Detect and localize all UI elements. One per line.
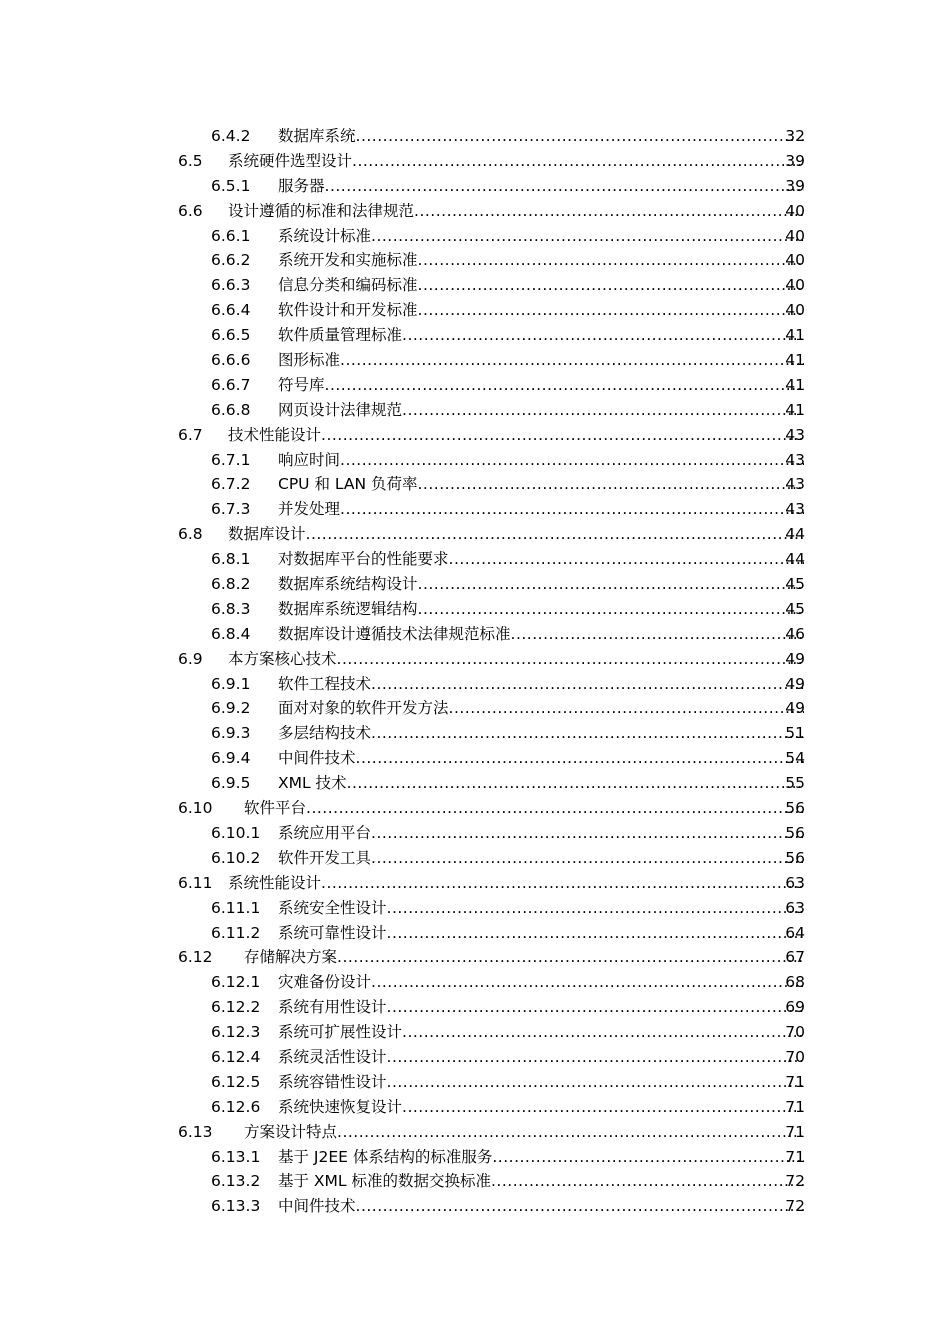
dot-leader [449,547,804,572]
toc-entry[interactable] [0,597,950,622]
toc-entry-title: 系统快速恢复设计 [278,1097,403,1116]
toc-entry-page: 56 [785,823,805,842]
dot-leader [387,995,804,1020]
dot-leader [371,970,804,995]
toc-entry[interactable] [0,472,950,497]
toc-entry-title-leader [278,398,804,423]
dot-leader [371,846,804,871]
dot-leader [418,273,804,298]
toc-entry-number: 6.8.4 [211,624,251,643]
toc-entry[interactable] [0,846,950,871]
toc-entry-page: 51 [785,724,805,743]
toc-entry-title: 软件开发工具 [278,848,372,867]
toc-entry-number: 6.13.3 [211,1197,261,1216]
toc-entry-title: 符号库 [278,375,325,394]
toc-entry-page: 49 [785,674,805,693]
toc-entry-number: 6.10.1 [211,823,261,842]
toc-entry-title: 中间件技术 [278,1197,356,1216]
toc-entry-number: 6.13 [178,1122,213,1141]
toc-entry-page: 71 [785,1097,805,1116]
toc-entry-number: 6.12.2 [211,998,261,1017]
toc-entry-number: 6.4.2 [211,127,251,145]
dot-leader [371,224,804,249]
toc-entry-number: 6.11.2 [211,923,261,942]
toc-entry-page: 41 [785,326,805,345]
toc-entry-title: 并发处理 [278,500,341,519]
toc-entry[interactable] [0,871,950,896]
toc-entry-number: 6.9.4 [211,749,251,768]
toc-entry-page: 69 [785,998,805,1017]
toc-entry-number: 6.8.2 [211,575,251,594]
dot-leader [418,298,804,323]
dot-leader [387,1045,804,1070]
toc-entry-page: 56 [785,848,805,867]
toc-entry-page: 72 [785,1197,805,1216]
toc-entry[interactable] [0,199,950,224]
toc-entry-page: 43 [785,450,805,469]
toc-entry-title: 系统开发和实施标准 [278,251,418,270]
toc-entry-title-leader [228,149,804,174]
toc-entry-page: 32 [785,127,805,145]
toc-entry-number: 6.11.1 [211,898,261,917]
toc-entry[interactable] [0,423,950,448]
toc-entry[interactable] [0,647,950,672]
toc-entry-title: 软件平台 [244,799,307,818]
dot-leader [352,149,804,174]
toc-entry-title: 服务器 [278,176,325,195]
toc-entry-page: 39 [785,151,805,170]
toc-entry-number: 6.13.2 [211,1172,261,1191]
table-of-contents [0,124,950,1219]
toc-entry-number: 6.9.2 [211,699,251,718]
toc-entry-title-leader [278,373,804,398]
toc-entry[interactable] [0,373,950,398]
toc-entry-title: 数据库系统 [278,127,356,145]
toc-entry-number: 6.8 [178,525,203,544]
toc-entry-number: 6.6.6 [211,351,251,370]
toc-entry[interactable] [0,448,950,473]
toc-entry-title: CPU 和 LAN 负荷率 [278,475,418,494]
toc-entry[interactable] [0,896,950,921]
toc-entry-title-leader [278,771,804,796]
toc-entry-title: 系统可靠性设计 [278,923,387,942]
toc-entry-number: 6.12.6 [211,1097,261,1116]
toc-entry-number: 6.6.7 [211,375,251,394]
dot-leader [449,696,804,721]
dot-leader [325,373,804,398]
toc-entry-title-leader [278,174,804,199]
toc-entry-number: 6.11 [178,873,213,892]
toc-entry-page: 68 [785,973,805,992]
dot-leader [418,472,805,497]
toc-entry-title: 系统可扩展性设计 [278,1023,403,1042]
dot-leader [321,871,804,896]
toc-entry-number: 6.8.3 [211,599,251,618]
toc-entry-number: 6.12.1 [211,973,261,992]
toc-entry-title-leader [278,348,804,373]
toc-entry[interactable] [0,1120,950,1145]
toc-entry-title: 多层结构技术 [278,724,372,743]
toc-entry-title-leader [278,696,804,721]
toc-entry-title-leader [278,572,804,597]
dot-leader [402,1020,804,1045]
toc-entry[interactable] [0,970,950,995]
toc-entry-page: 43 [785,475,805,494]
dot-leader [491,1169,804,1194]
toc-entry[interactable] [0,746,950,771]
toc-entry-title: 响应时间 [278,450,341,469]
dot-leader [371,672,804,697]
toc-entry-page: 64 [785,923,805,942]
toc-entry[interactable] [0,796,950,821]
toc-entry-title-leader [278,323,804,348]
toc-entry[interactable] [0,1095,950,1120]
toc-entry[interactable] [0,921,950,946]
toc-entry[interactable] [0,821,950,846]
toc-entry-page: 70 [785,1047,805,1066]
toc-entry-page: 40 [785,301,805,320]
toc-entry-page: 67 [785,948,805,967]
toc-entry-title-leader [278,1020,804,1045]
toc-entry-title-leader [278,995,804,1020]
toc-entry[interactable] [0,124,950,149]
toc-entry[interactable] [0,348,950,373]
toc-entry-page: 41 [785,375,805,394]
toc-entry-page: 40 [785,251,805,270]
toc-entry-title: 系统设计标准 [278,226,372,245]
toc-entry[interactable] [0,1070,950,1095]
toc-entry-title-leader [278,921,804,946]
toc-entry-title: 软件工程技术 [278,674,372,693]
toc-entry-title-leader [278,896,804,921]
toc-entry[interactable] [0,174,950,199]
toc-entry[interactable] [0,696,950,721]
toc-entry-title: 数据库系统逻辑结构 [278,599,418,618]
toc-entry-title-leader [228,871,804,896]
toc-entry-title-leader [278,1045,804,1070]
toc-entry-title-leader [278,1169,804,1194]
toc-entry-title-leader [278,1145,804,1170]
toc-entry-number: 6.10.2 [211,848,261,867]
toc-entry-title: 图形标准 [278,351,341,370]
toc-entry-title-leader [278,821,804,846]
toc-entry[interactable] [0,547,950,572]
toc-entry-title-leader [244,1120,804,1145]
toc-entry-page: 56 [785,799,805,818]
toc-entry-title-leader [228,423,804,448]
toc-entry-page: 41 [785,400,805,419]
toc-entry-page: 63 [785,898,805,917]
toc-entry-title: 基于 J2EE 体系结构的标准服务 [278,1147,493,1166]
toc-entry-title-leader [278,1070,804,1095]
toc-entry-number: 6.8.1 [211,550,251,569]
dot-leader [356,1194,804,1219]
toc-entry[interactable] [0,398,950,423]
toc-entry[interactable] [0,622,950,647]
toc-entry-number: 6.7 [178,425,203,444]
toc-entry-title: 数据库系统结构设计 [278,575,418,594]
toc-entry-number: 6.5.1 [211,176,251,195]
toc-entry-page: 45 [785,599,805,618]
toc-entry-number: 6.7.3 [211,500,251,519]
toc-entry-number: 6.9 [178,649,203,668]
toc-entry[interactable] [0,771,950,796]
toc-entry[interactable] [0,1020,950,1045]
dot-leader [325,174,804,199]
toc-entry-page: 71 [785,1122,805,1141]
toc-entry-number: 6.12.3 [211,1023,261,1042]
toc-entry-number: 6.9.5 [211,774,251,793]
toc-entry-number: 6.5 [178,151,203,170]
dot-leader [340,448,804,473]
dot-leader [511,622,804,647]
toc-entry-page: 40 [785,226,805,245]
toc-entry-number: 6.12 [178,948,213,967]
toc-entry-number: 6.6.4 [211,301,251,320]
toc-entry-number: 6.6.5 [211,326,251,345]
dot-leader [387,921,804,946]
toc-entry[interactable] [0,1169,950,1194]
toc-entry[interactable] [0,572,950,597]
dot-leader [402,323,804,348]
toc-entry-page: 49 [785,699,805,718]
toc-entry-page: 43 [785,500,805,519]
toc-entry-page: 71 [785,1072,805,1091]
toc-entry-title-leader [278,1095,804,1120]
toc-entry[interactable] [0,273,950,298]
toc-entry-title-leader [278,298,804,323]
dot-leader [347,771,804,796]
toc-entry[interactable] [0,323,950,348]
toc-entry-page: 41 [785,351,805,370]
toc-entry-title: 对数据库平台的性能要求 [278,550,449,569]
dot-leader [340,497,804,522]
toc-entry-number: 6.7.2 [211,475,251,494]
toc-entry-title: 设计遵循的标准和法律规范 [228,201,415,220]
toc-entry-number: 6.6.3 [211,276,251,295]
toc-entry-title-leader [278,721,804,746]
toc-entry-page: 49 [785,649,805,668]
toc-entry[interactable] [0,1045,950,1070]
toc-entry[interactable] [0,522,950,547]
dot-leader [414,199,804,224]
toc-entry-title-leader [278,746,804,771]
toc-entry-number: 6.10 [178,799,213,818]
toc-entry-title-leader [244,796,804,821]
toc-entry-title-leader [278,846,804,871]
toc-entry-title-leader [278,224,804,249]
toc-entry-title-leader [278,597,804,622]
toc-entry-number: 6.13.1 [211,1147,261,1166]
toc-entry-title-leader [278,497,804,522]
toc-entry[interactable] [0,1145,950,1170]
dot-leader [356,746,804,771]
toc-entry-title-leader [278,672,804,697]
toc-entry-title: 面对对象的软件开发方法 [278,699,449,718]
toc-entry-title: 信息分类和编码标准 [278,276,418,295]
toc-entry-title-leader [278,472,804,497]
toc-entry-page: 71 [785,1147,805,1166]
toc-entry-title: 网页设计法律规范 [278,400,403,419]
toc-entry-number: 6.7.1 [211,450,251,469]
toc-entry-page: 44 [785,550,805,569]
toc-entry-number: 6.6.1 [211,226,251,245]
toc-entry[interactable] [0,497,950,522]
toc-entry-page: 70 [785,1023,805,1042]
toc-entry-page: 63 [785,873,805,892]
toc-entry-title: 系统应用平台 [278,823,372,842]
dot-leader [492,1145,804,1170]
toc-entry-page: 40 [785,276,805,295]
toc-entry-number: 6.6.8 [211,400,251,419]
dot-leader [356,124,804,149]
dot-leader [387,1070,804,1095]
toc-entry-title-leader [228,647,804,672]
dot-leader [418,248,804,273]
toc-entry-title: 系统性能设计 [228,873,322,892]
toc-entry-title: 本方案核心技术 [228,649,337,668]
toc-entry-title: 系统安全性设计 [278,898,387,917]
dot-leader [402,1095,804,1120]
toc-entry-page: 43 [785,425,805,444]
toc-entry-title: 软件设计和开发标准 [278,301,418,320]
toc-entry-page: 40 [785,201,805,220]
toc-entry-title-leader [244,945,804,970]
toc-entry[interactable] [0,298,950,323]
toc-entry-title: 数据库设计 [228,525,306,544]
toc-entry-title: XML 技术 [278,774,347,793]
dot-leader [337,1120,804,1145]
toc-entry-number: 6.12.5 [211,1072,261,1091]
toc-entry-page: 72 [785,1172,805,1191]
dot-leader [321,423,804,448]
toc-entry-title: 中间件技术 [278,749,356,768]
toc-entry-title-leader [228,199,804,224]
toc-entry-title-leader [278,124,804,149]
dot-leader [340,348,804,373]
toc-entry-title-leader [278,448,804,473]
toc-entry[interactable] [0,149,950,174]
toc-entry[interactable] [0,721,950,746]
dot-leader [337,945,804,970]
toc-entry-page: 54 [785,749,805,768]
toc-entry-page: 39 [785,176,805,195]
toc-entry-title: 数据库设计遵循技术法律规范标准 [278,624,511,643]
toc-entry-title-leader [228,522,804,547]
toc-entry[interactable] [0,1194,950,1219]
toc-entry-title: 基于 XML 标准的数据交换标准 [278,1172,491,1191]
dot-leader [387,896,804,921]
toc-entry-title: 系统容错性设计 [278,1072,387,1091]
toc-entry-title-leader [278,970,804,995]
toc-entry-title: 系统硬件选型设计 [228,151,353,170]
dot-leader [306,796,804,821]
toc-entry-page: 46 [785,624,805,643]
toc-entry-title: 系统有用性设计 [278,998,387,1017]
toc-entry-title: 灾难备份设计 [278,973,372,992]
toc-entry-title: 方案设计特点 [244,1122,338,1141]
toc-entry-number: 6.6 [178,201,203,220]
toc-entry-title: 存储解决方案 [244,948,338,967]
toc-entry-page: 45 [785,575,805,594]
toc-entry[interactable] [0,248,950,273]
toc-entry-title-leader [278,248,804,273]
toc-entry-title: 系统灵活性设计 [278,1047,387,1066]
toc-entry[interactable] [0,995,950,1020]
toc-entry-title-leader [278,1194,804,1219]
toc-entry-title: 技术性能设计 [228,425,322,444]
toc-entry-number: 6.9.1 [211,674,251,693]
toc-entry-title-leader [278,273,804,298]
toc-entry-number: 6.12.4 [211,1047,261,1066]
dot-leader [418,597,804,622]
toc-entry-page: 44 [785,525,805,544]
toc-entry[interactable] [0,224,950,249]
toc-entry[interactable] [0,672,950,697]
toc-entry-title: 软件质量管理标准 [278,326,403,345]
toc-entry-title-leader [278,547,804,572]
toc-entry[interactable] [0,945,950,970]
dot-leader [418,572,804,597]
dot-leader [371,721,804,746]
toc-entry-page: 55 [785,774,805,793]
dot-leader [337,647,804,672]
dot-leader [371,821,804,846]
toc-entry-title-leader [278,622,804,647]
dot-leader [402,398,804,423]
dot-leader [306,522,804,547]
toc-entry-number: 6.9.3 [211,724,251,743]
toc-entry-number: 6.6.2 [211,251,251,270]
